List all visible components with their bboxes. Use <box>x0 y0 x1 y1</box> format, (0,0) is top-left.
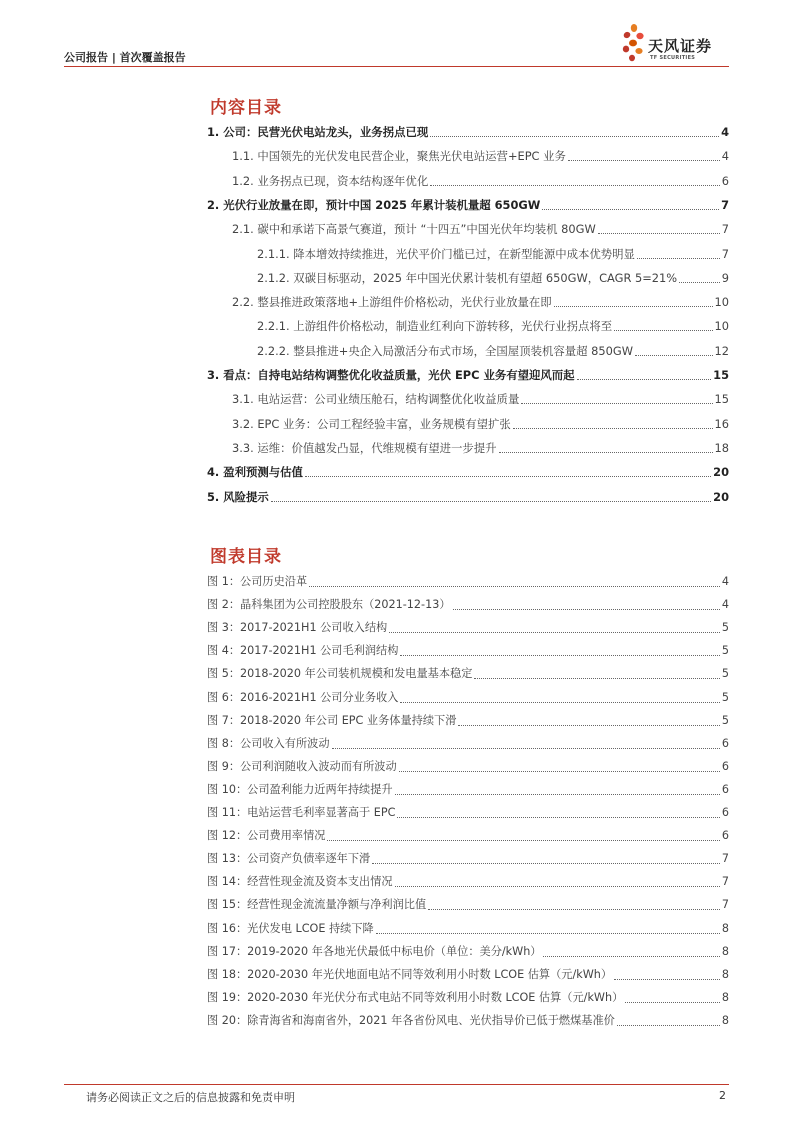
toc-entry[interactable] <box>257 269 729 287</box>
toc-entry-page: 12 <box>714 343 729 358</box>
toc-entry-label: 3.1. 电站运营：公司业绩压舱石，结构调整优化收益质量 <box>232 392 520 407</box>
toc-entry[interactable] <box>207 989 729 1007</box>
dot-leader <box>430 136 719 137</box>
toc-entry[interactable] <box>257 317 729 335</box>
toc-entry-page: 4 <box>721 575 729 588</box>
brand-name-cn: 天风证券 <box>648 37 713 55</box>
dot-leader <box>428 909 720 910</box>
toc-entry-label: 3.2. EPC 业务：公司工程经验丰富，业务规模有望扩张 <box>232 416 511 431</box>
toc-entry-page: 4 <box>721 149 729 164</box>
dot-leader <box>397 817 719 818</box>
toc-entry[interactable] <box>232 172 729 190</box>
toc-entry-label: 图 13：公司资产负债率逐年下滑 <box>207 852 371 866</box>
toc-entry-page: 5 <box>721 690 729 704</box>
contents-title: 内容目录 <box>210 98 282 118</box>
toc-entry-page: 6 <box>721 759 729 773</box>
dot-leader <box>499 452 713 453</box>
toc-entry-page: 8 <box>721 1013 729 1027</box>
dot-leader <box>453 609 720 610</box>
toc-entry-label: 4. 盈利预测与估值 <box>207 465 303 480</box>
dot-leader <box>635 355 713 356</box>
toc-entry-label: 图 12：公司费用率情况 <box>207 829 326 843</box>
toc-entry-page: 20 <box>713 489 729 504</box>
toc-entry-label: 图 11：电站运营毛利率显著高于 EPC <box>207 806 396 819</box>
toc-entry-page: 5 <box>721 644 729 658</box>
toc-entry-label: 图 7：2018-2020 年公司 EPC 业务体量持续下滑 <box>207 713 457 727</box>
toc-entry[interactable] <box>232 390 729 408</box>
toc-entry-page: 7 <box>721 222 729 237</box>
dot-leader <box>542 209 719 210</box>
toc-entry-label: 图 20：除青海省和海南省外，2021 年各省份风电、光伏指导价已低于燃煤基准价 <box>207 1013 615 1027</box>
toc-entry-page: 5 <box>721 621 729 635</box>
toc-entry[interactable] <box>207 943 729 961</box>
toc-entry-page: 6 <box>721 782 729 796</box>
toc-entry-label: 1.1. 中国领先的光伏发电民营企业，聚焦光伏电站运营+EPC 业务 <box>232 149 566 164</box>
toc-entry[interactable] <box>207 573 729 591</box>
toc-entry-label: 图 16：光伏发电 LCOE 持续下降 <box>207 921 374 935</box>
toc-entry-page: 8 <box>721 967 729 981</box>
dot-leader <box>372 863 720 864</box>
toc-entry-label: 3. 看点：自持电站结构调整优化收益质量，光伏 EPC 业务有望迎风而起 <box>207 368 575 382</box>
toc-entry-page: 7 <box>721 246 729 261</box>
dot-leader <box>271 501 711 502</box>
toc-entry[interactable] <box>257 245 729 263</box>
report-type-label: 公司报告 | 首次覆盖报告 <box>64 51 186 64</box>
toc-entry[interactable] <box>207 642 729 660</box>
dot-leader <box>625 1002 720 1003</box>
brand-logo <box>620 22 735 66</box>
toc-entry-label: 2.2.1. 上游组件价格松动，制造业红利向下游转移，光伏行业拐点将至 <box>257 319 613 334</box>
dot-leader <box>598 233 720 234</box>
toc-entry-label: 图 2：晶科集团为公司控股股东（2021-12-13） <box>207 598 451 612</box>
toc-entry-label: 图 14：经营性现金流及资本支出情况 <box>207 875 393 889</box>
dot-leader <box>568 160 720 161</box>
toc-entry[interactable] <box>207 920 729 938</box>
toc-entry-label: 2.1.2. 双碳目标驱动，2025 年中国光伏累计装机有望超 650GW，CAGR 5=21% <box>257 270 678 285</box>
footer-divider <box>64 1084 729 1085</box>
dot-leader <box>614 979 720 980</box>
dot-leader <box>617 1025 720 1026</box>
toc-entry-label: 图 6：2016-2021H1 公司分业务收入 <box>207 690 399 704</box>
dot-leader <box>614 330 712 331</box>
toc-entry[interactable] <box>207 873 729 891</box>
toc-entry[interactable] <box>207 596 729 614</box>
toc-entry[interactable] <box>207 781 729 799</box>
toc-entry[interactable] <box>207 689 729 707</box>
dot-leader <box>554 306 713 307</box>
toc-entry-page: 6 <box>721 829 729 843</box>
toc-entry[interactable] <box>207 196 729 214</box>
toc-entry-page: 6 <box>721 736 729 750</box>
dot-leader <box>305 476 711 477</box>
toc-entry-label: 图 8：公司收入有所波动 <box>207 736 330 750</box>
toc-entry-label: 1.2. 业务拐点已现，资本结构逐年优化 <box>232 173 429 188</box>
toc-entry-page: 7 <box>721 898 729 912</box>
dot-leader <box>376 933 720 934</box>
header-divider <box>64 66 729 67</box>
dot-leader <box>389 632 720 633</box>
toc-entry[interactable] <box>207 1012 729 1030</box>
footer-disclaimer: 请务必阅读正文之后的信息披露和免责申明 <box>86 1091 295 1104</box>
toc-entry-page: 8 <box>721 944 729 958</box>
toc-entry-page: 8 <box>721 990 729 1004</box>
dot-leader <box>395 886 720 887</box>
toc-entry[interactable] <box>207 488 729 506</box>
toc-entry-page: 10 <box>714 295 729 310</box>
dot-leader <box>395 794 720 795</box>
toc-entry[interactable] <box>207 827 729 845</box>
toc-entry[interactable] <box>207 896 729 914</box>
toc-entry-label: 图 17：2019-2020 年各地光伏最低中标电价（单位：美分/kWh） <box>207 944 542 958</box>
toc-entry-page: 15 <box>714 392 729 407</box>
toc-entry-label: 图 5：2018-2020 年公司装机规模和发电量基本稳定 <box>207 667 473 681</box>
toc-entry-page: 10 <box>714 319 729 334</box>
toc-entry[interactable] <box>232 439 729 457</box>
toc-entry[interactable] <box>207 619 729 637</box>
toc-entry-label: 3.3. 运维：价值越发凸显，代维规模有望进一步提升 <box>232 440 497 455</box>
dot-leader <box>309 586 720 587</box>
brand-name-en: TF SECURITIES <box>650 55 696 61</box>
dot-leader <box>400 702 719 703</box>
toc-entry-label: 图 19：2020-2030 年光伏分布式电站不同等效利用小时数 LCOE 估算（元/kWh） <box>207 990 624 1004</box>
toc-entry-page: 7 <box>721 875 729 889</box>
toc-entry[interactable] <box>207 123 729 141</box>
toc-entry-page: 20 <box>713 465 729 480</box>
toc-entry-page: 18 <box>714 440 729 455</box>
dot-leader <box>458 725 719 726</box>
toc-entry-page: 7 <box>721 852 729 866</box>
toc-entry[interactable] <box>232 147 729 165</box>
dot-leader <box>332 748 720 749</box>
toc-entry[interactable] <box>207 463 729 481</box>
toc-entry-label: 2.2.2. 整县推进+央企入局激活分布式市场，全国屋顶装机容量超 850GW <box>257 343 633 358</box>
toc-entry[interactable] <box>207 735 729 753</box>
toc-entry[interactable] <box>207 758 729 776</box>
toc-entry[interactable] <box>232 293 729 311</box>
toc-entry-label: 5. 风险提示 <box>207 489 269 504</box>
toc-entry-page: 7 <box>721 197 729 212</box>
toc-entry-label: 2.2. 整县推进政策落地+上游组件价格松动，光伏行业放量在即 <box>232 295 552 310</box>
page-number: 2 <box>719 1089 726 1102</box>
toc-entry-page: 4 <box>721 125 729 139</box>
toc-entry-label: 2. 光伏行业放量在即，预计中国 2025 年累计装机量超 650GW <box>207 197 541 212</box>
toc-entry[interactable] <box>207 804 729 822</box>
toc-entry-page: 8 <box>721 921 729 935</box>
dot-leader <box>543 956 719 957</box>
toc-entry-page: 15 <box>713 368 729 382</box>
toc-entry[interactable] <box>257 342 729 360</box>
toc-entry[interactable] <box>207 850 729 868</box>
toc-entry-label: 1. 公司：民营光伏电站龙头，业务拐点已现 <box>207 125 429 139</box>
toc-entry-page: 5 <box>721 713 729 727</box>
dot-leader <box>577 379 712 380</box>
toc-entry[interactable] <box>207 712 729 730</box>
figures-title: 图表目录 <box>210 547 282 567</box>
toc-entry[interactable] <box>207 966 729 984</box>
toc-entry-label: 图 15：经营性现金流流量净额与净利润比值 <box>207 898 427 912</box>
toc-entry[interactable] <box>232 220 729 238</box>
flame-logo-icon <box>620 22 648 66</box>
dot-leader <box>430 185 720 186</box>
toc-entry[interactable] <box>207 665 729 683</box>
dot-leader <box>474 678 719 679</box>
toc-entry-label: 图 18：2020-2030 年光伏地面电站不同等效利用小时数 LCOE 估算（元/kWh） <box>207 967 613 981</box>
toc-entry-label: 2.1.1. 降本增效持续推进，光伏平价门槛已过，在新型能源中成本优势明显 <box>257 246 635 261</box>
toc-entry[interactable] <box>207 366 729 384</box>
toc-entry-page: 4 <box>721 598 729 612</box>
toc-entry[interactable] <box>232 415 729 433</box>
dot-leader <box>513 428 713 429</box>
toc-entry-page: 6 <box>721 806 729 819</box>
dot-leader <box>521 403 712 404</box>
toc-entry-label: 图 3：2017-2021H1 公司收入结构 <box>207 621 388 635</box>
dot-leader <box>327 840 719 841</box>
dot-leader <box>679 282 720 283</box>
dot-leader <box>399 771 720 772</box>
dot-leader <box>637 258 720 259</box>
toc-entry-page: 16 <box>714 416 729 431</box>
toc-entry-label: 图 10：公司盈利能力近两年持续提升 <box>207 782 393 796</box>
toc-entry-label: 图 1：公司历史沿革 <box>207 575 308 588</box>
toc-entry-label: 图 9：公司利润随收入波动而有所波动 <box>207 759 397 773</box>
toc-entry-page: 9 <box>721 270 729 285</box>
toc-entry-page: 5 <box>721 667 729 681</box>
toc-entry-page: 6 <box>721 173 729 188</box>
dot-leader <box>400 655 719 656</box>
toc-entry-label: 图 4：2017-2021H1 公司毛利润结构 <box>207 644 399 658</box>
toc-entry-label: 2.1. 碳中和承诺下高景气赛道，预计 “十四五”中国光伏年均装机 80GW <box>232 222 596 237</box>
